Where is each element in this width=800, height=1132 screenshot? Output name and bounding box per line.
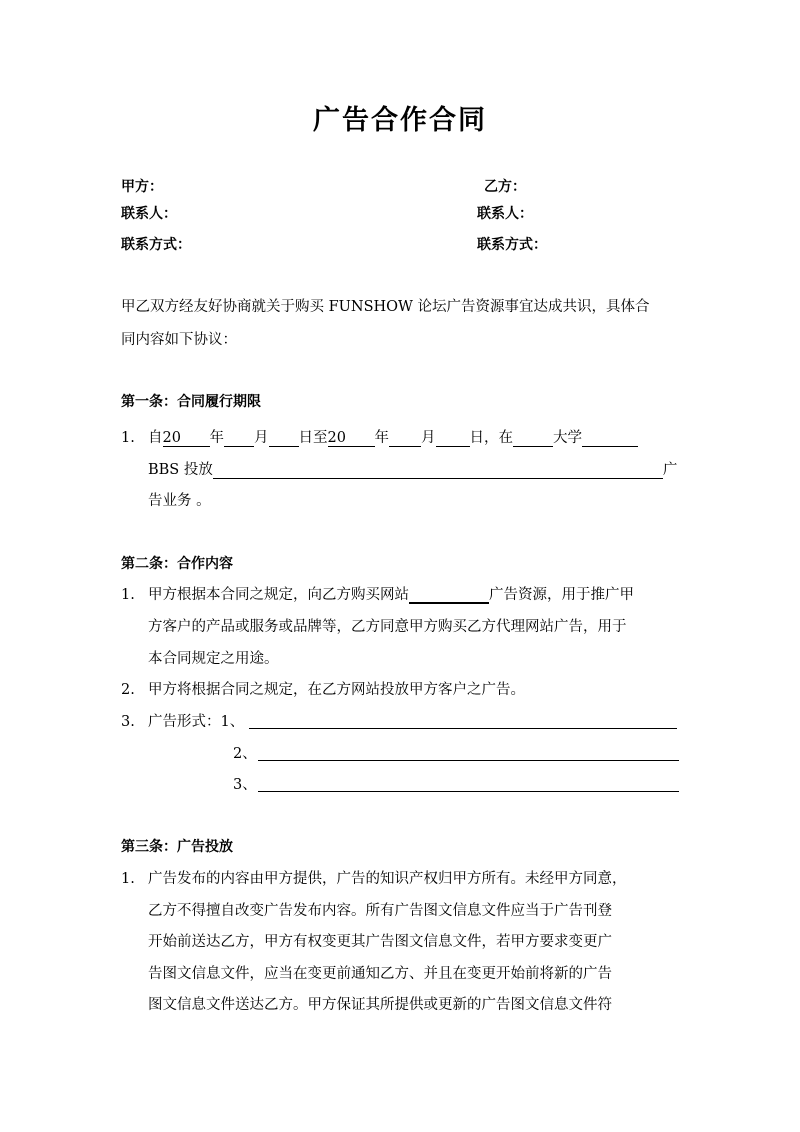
contact-method-b-label: 联系方式： (477, 237, 547, 253)
article-3-heading: 第三条：广告投放 (121, 839, 233, 855)
university-extra-field[interactable] (582, 429, 638, 447)
article-2-item-3-number: 3. (121, 714, 135, 730)
article-2-item-1-line-2: 方客户的产品或服务或品牌等，乙方同意甲方购买乙方代理网站广告，用于 (148, 619, 627, 635)
article-2-item-1-line-1 (148, 586, 634, 604)
start-year-field[interactable] (163, 429, 210, 447)
university-name-field[interactable] (513, 429, 553, 447)
contact-b-label: 联系人： (477, 206, 533, 222)
article-3-item-1-line-4: 告图文信息文件，应当在变更前通知乙方、并且在变更开始前将新的广告 (148, 966, 612, 982)
article-1-item-1-number: 1. (121, 430, 135, 446)
text-bbs: BBS 投放 (148, 462, 213, 478)
article-2-item-2-text: 甲方将根据合同之规定，在乙方网站投放甲方客户之广告。 (148, 682, 525, 698)
article-3-item-1-line-3: 开始前送达乙方，甲方有权变更其广告图文信息文件，若甲方要求变更广 (148, 934, 612, 950)
text-year-2: 年 (374, 430, 389, 446)
article-3-item-1-line-5: 图文信息文件送达乙方。甲方保证其所提供或更新的广告图文信息文件符 (148, 997, 612, 1013)
start-month-field[interactable] (224, 429, 254, 447)
article-1-item-1-line-2 (148, 461, 677, 479)
contact-a-label: 联系人： (121, 206, 177, 222)
ad-format-3-field[interactable] (258, 791, 679, 792)
ad-format-2-field[interactable] (258, 760, 679, 761)
end-day-field[interactable] (436, 429, 470, 447)
intro-line-1: 甲乙双方经友好协商就关于购买 FUNSHOW 论坛广告资源事宜达成共识，具体合 (121, 299, 650, 315)
article-1-heading: 第一条：合同履行期限 (121, 394, 261, 410)
article-3-item-1-line-1: 广告发布的内容由甲方提供，广告的知识产权归甲方所有。未经甲方同意， (148, 871, 627, 887)
text-line1a: 甲方根据本合同之规定，向乙方购买网站 (148, 587, 409, 603)
article-1-item-1-line-1 (148, 429, 638, 447)
start-year-value: 20 (162, 430, 181, 446)
text-month-2: 月 (421, 430, 436, 446)
article-2-heading: 第二条：合作内容 (121, 556, 233, 572)
article-2-item-1-line-3: 本合同规定之用途。 (148, 651, 279, 667)
ad-format-1-field[interactable] (249, 728, 677, 729)
text-from: 自 (148, 430, 163, 446)
text-university: 大学 (553, 430, 582, 446)
contact-method-a-label: 联系方式： (121, 237, 191, 253)
article-3-item-1-line-2: 乙方不得擅自改变广告发布内容。所有广告图文信息文件应当于广告刊登 (148, 903, 612, 919)
article-3-item-1-number: 1. (121, 871, 135, 887)
text-day-at: 日，在 (469, 430, 513, 446)
party-a-label: 甲方： (121, 179, 163, 195)
text-line1b: 广告资源，用于推广甲 (489, 587, 634, 603)
text-year: 年 (209, 430, 224, 446)
end-month-field[interactable] (389, 429, 421, 447)
article-2-item-2-number: 2. (121, 682, 135, 698)
website-name-field[interactable] (409, 586, 489, 604)
intro-line-2: 同内容如下协议： (121, 332, 237, 348)
start-day-field[interactable] (269, 429, 299, 447)
bbs-placement-field[interactable] (213, 461, 663, 479)
end-year-field[interactable] (328, 429, 375, 447)
text-day-to: 日至 (298, 430, 328, 446)
ad-format-label: 广告形式：1、 (148, 714, 245, 730)
text-guang: 广 (662, 462, 678, 478)
article-2-item-1-number: 1. (121, 587, 135, 603)
text-month: 月 (254, 430, 269, 446)
ad-format-2-label: 2、 (233, 746, 257, 762)
article-1-item-1-line-3: 告业务 。 (148, 493, 211, 509)
ad-format-3-label: 3、 (233, 777, 257, 793)
end-year-value: 20 (327, 430, 346, 446)
document-title: 广告合作合同 (313, 105, 487, 136)
party-b-label: 乙方： (484, 179, 526, 195)
